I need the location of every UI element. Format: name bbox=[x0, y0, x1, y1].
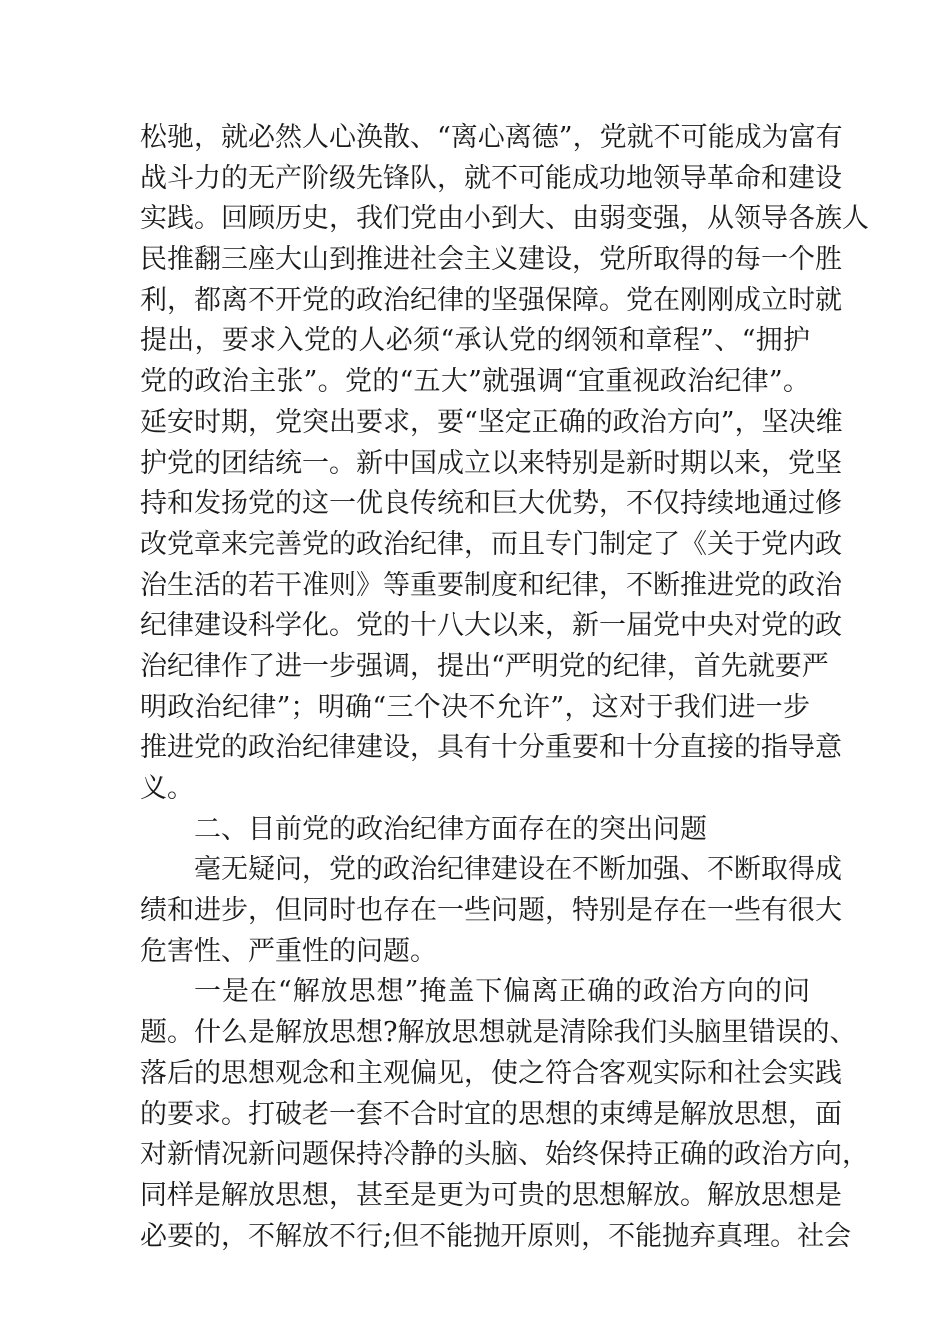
body-text-line: 治纪律作了进一步强调，提出“严明党的纪律，首先就要严 bbox=[140, 650, 829, 682]
body-text-line: 绩和进步，但同时也存在一些问题，特别是存在一些有很大 bbox=[140, 895, 842, 927]
body-text-line: 战斗力的无产阶级先锋队，就不可能成功地领导革命和建设 bbox=[140, 162, 842, 194]
body-text-line: 对新情况新问题保持冷静的头脑、始终保持正确的政治方向， bbox=[140, 1139, 869, 1171]
body-text-line: 民推翻三座大山到推进社会主义建设，党所取得的每一个胜 bbox=[140, 244, 842, 276]
body-text-line: 持和发扬党的这一优良传统和巨大优势，不仅持续地通过修 bbox=[140, 488, 842, 520]
body-text-line: 义。 bbox=[140, 773, 194, 804]
document-page bbox=[140, 118, 869, 1257]
body-text-line: 延安时期，党突出要求，要“坚定正确的政治方向”，坚决维 bbox=[140, 406, 843, 438]
body-text-line: 推进党的政治纪律建设，具有十分重要和十分直接的指导意 bbox=[140, 732, 842, 764]
section-heading: 二、目前党的政治纪律方面存在的突出问题 bbox=[194, 813, 707, 845]
body-text-line: 明政治纪律”；明确“三个决不允许”，这对于我们进一步 bbox=[140, 691, 810, 723]
body-text-line: 松驰，就必然人心涣散、“离心离德”，党就不可能成为富有 bbox=[140, 122, 843, 153]
body-text-line: 毫无疑问，党的政治纪律建设在不断加强、不断取得成 bbox=[194, 854, 842, 886]
body-text-line: 纪律建设科学化。党的十八大以来，新一届党中央对党的政 bbox=[140, 610, 842, 642]
body-text-line: 治生活的若干准则》等重要制度和纪律，不断推进党的政治 bbox=[140, 569, 842, 601]
body-text-line: 提出，要求入党的人必须“承认党的纲领和章程”、“拥护 bbox=[140, 325, 810, 357]
body-text-line: 党的政治主张”。党的“五大”就强调“宜重视政治纪律”。 bbox=[140, 366, 810, 398]
body-text-line: 一是在“解放思想”掩盖下偏离正确的政治方向的问 bbox=[194, 976, 810, 1008]
body-text-line: 题。什么是解放思想?解放思想就是清除我们头脑里错误的、 bbox=[140, 1017, 857, 1049]
body-text-line: 改党章来完善党的政治纪律，而且专门制定了《关于党内政 bbox=[140, 528, 842, 560]
body-text-line: 利，都离不开党的政治纪律的坚强保障。党在刚刚成立时就 bbox=[140, 284, 842, 316]
body-text-line: 危害性、严重性的问题。 bbox=[140, 935, 437, 967]
body-text-line: 实践。回顾历史，我们党由小到大、由弱变强，从领导各族人 bbox=[140, 203, 869, 235]
body-text-line: 落后的思想观念和主观偏见，使之符合客观实际和社会实践 bbox=[140, 1057, 842, 1089]
body-text-line: 的要求。打破老一套不合时宜的思想的束缚是解放思想，面 bbox=[140, 1098, 842, 1130]
body-text-line: 护党的团结统一。新中国成立以来特别是新时期以来，党坚 bbox=[140, 447, 842, 479]
body-text-line: 必要的，不解放不行;但不能抛开原则，不能抛弃真理。社会 bbox=[140, 1220, 852, 1252]
body-text-line: 同样是解放思想，甚至是更为可贵的思想解放。解放思想是 bbox=[140, 1179, 842, 1211]
